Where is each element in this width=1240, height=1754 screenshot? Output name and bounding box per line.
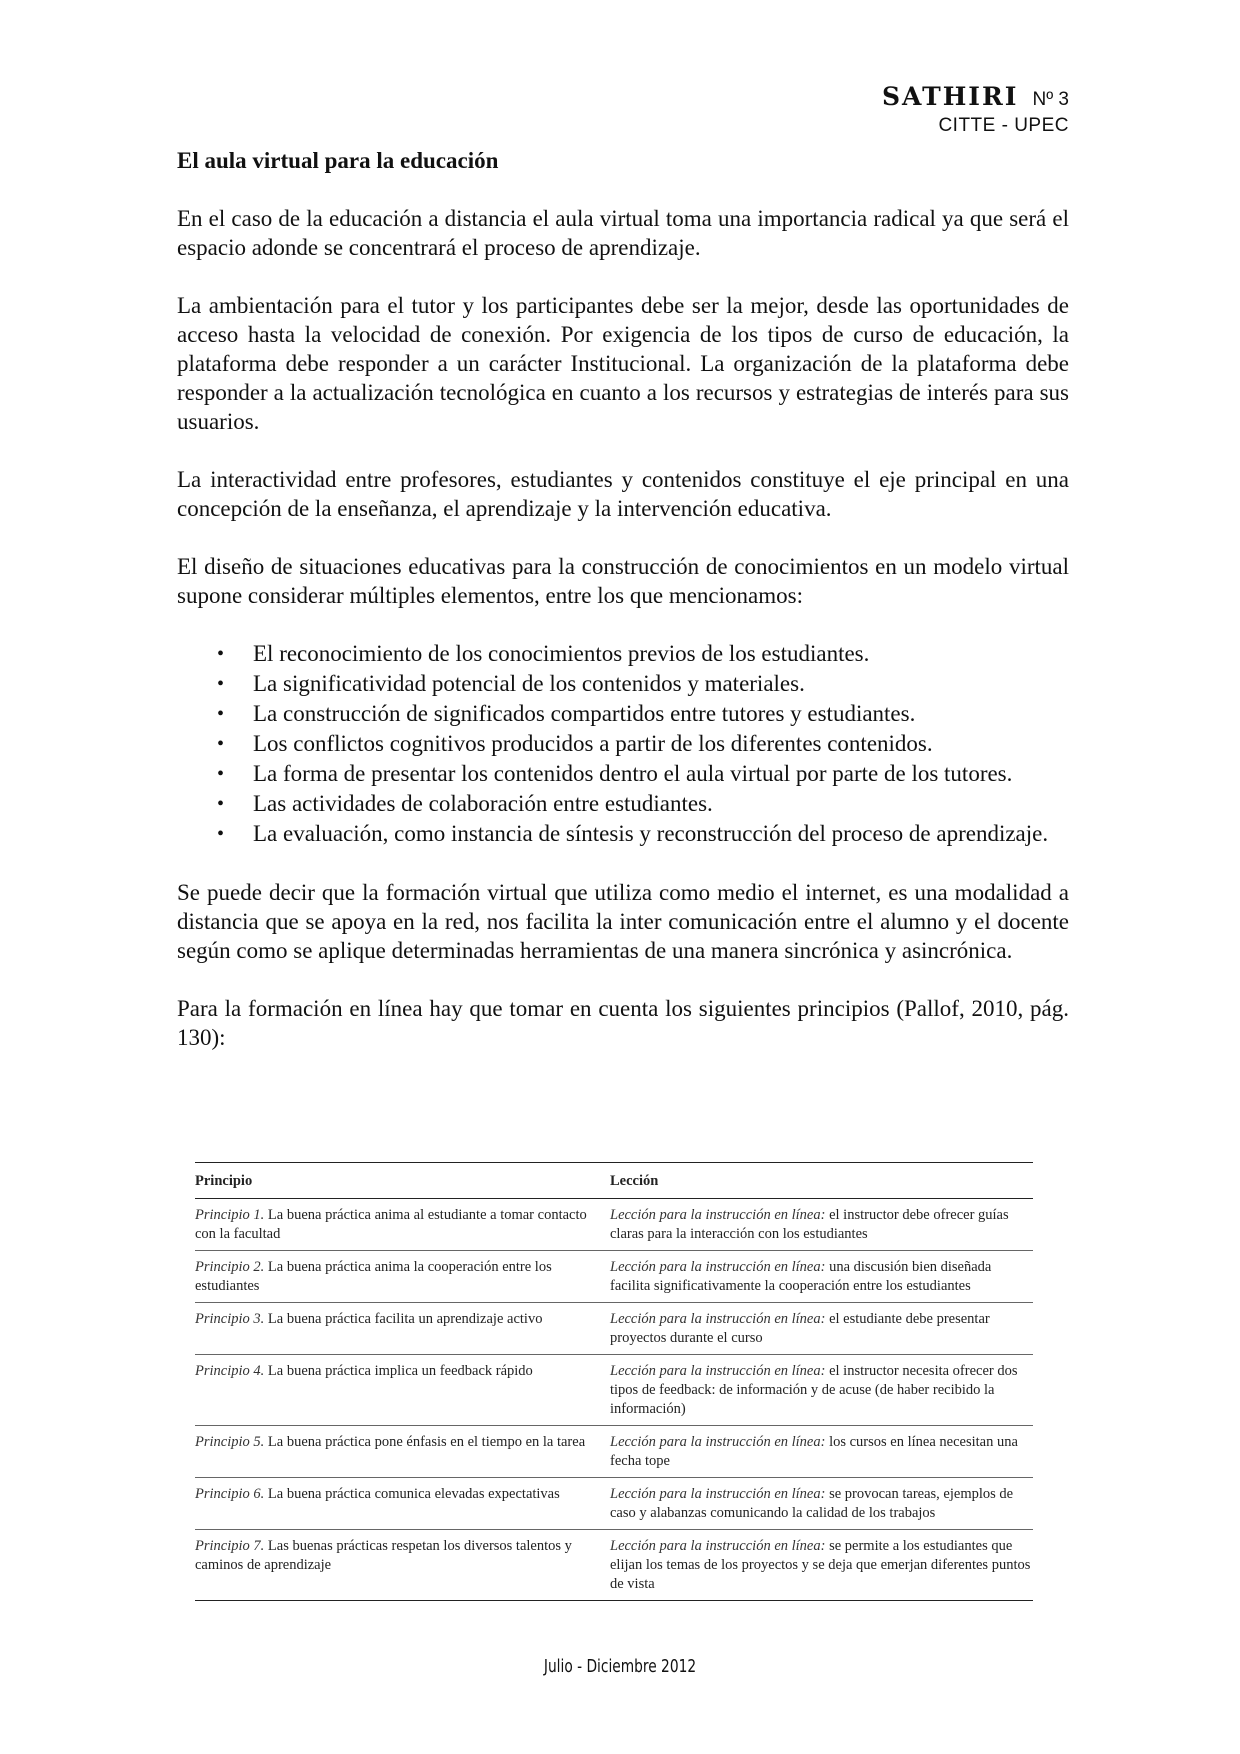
column-header-principle: Principio — [195, 1173, 253, 1189]
bullet-icon: • — [217, 673, 225, 695]
bullet-icon: • — [217, 763, 225, 785]
principle-label: Principio 2. — [195, 1259, 265, 1275]
table-row — [195, 1426, 1033, 1478]
bullet-icon: • — [217, 703, 225, 725]
list-item — [217, 819, 1069, 849]
lesson-label: Lección para la instrucción en línea: — [610, 1486, 826, 1502]
lesson-label: Lección para la instrucción en línea: — [610, 1207, 826, 1223]
principle-cell — [195, 1199, 610, 1250]
list-item — [217, 759, 1069, 789]
bullet-icon: • — [217, 733, 225, 755]
principle-text: La buena práctica facilita un aprendizaje activo — [264, 1311, 543, 1327]
article-body — [177, 146, 1069, 1081]
lesson-cell — [610, 1355, 1033, 1425]
paragraph: La ambientación para el tutor y los participantes debe ser la mejor, desde las oportunidades de acceso hasta la velocidad de conexión. Por exigencia de los tipos de curso de educación, la plataforma debe responder a un carácter Institucional. La organización de la plataforma debe responder a la actualización tecnológica en cuanto a los recursos y estrategias de interés para sus usuarios. — [177, 293, 1069, 434]
lesson-text: una discusión bien diseñada facilita significativamente la cooperación entre los estudiantes — [610, 1259, 992, 1294]
paragraph: Se puede decir que la formación virtual que utiliza como medio el internet, es una modalidad a distancia que se apoya en la red, nos facilita la inter comunicación entre el alumno y el docente según como se aplique determinadas herramientas de una manera sincrónica y asincrónica. — [177, 880, 1069, 963]
principle-cell — [195, 1426, 610, 1477]
lesson-cell — [610, 1251, 1033, 1302]
bullet-icon: • — [217, 643, 225, 665]
lesson-label: Lección para la instrucción en línea: — [610, 1538, 826, 1554]
list-item-text: La construcción de significados compartidos entre tutores y estudiantes. — [253, 701, 916, 726]
principle-cell — [195, 1478, 610, 1529]
bullet-icon: • — [217, 793, 225, 815]
principle-label: Principio 5. — [195, 1434, 265, 1450]
list-item-text: La forma de presentar los contenidos dentro el aula virtual por parte de los tutores. — [253, 761, 1013, 786]
principle-text: La buena práctica pone énfasis en el tiempo en la tarea — [264, 1434, 586, 1450]
paragraph: El diseño de situaciones educativas para la construcción de conocimientos en un modelo virtual supone considerar múltiples elementos, entre los que mencionamos: — [177, 554, 1069, 608]
list-item — [217, 789, 1069, 819]
lesson-text: el instructor necesita ofrecer dos tipos de feedback: de información y de acuse (de haber recibido la información) — [610, 1363, 1018, 1417]
principle-cell — [195, 1251, 610, 1302]
lesson-text: los cursos en línea necesitan una fecha tope — [610, 1434, 1018, 1469]
principles-table — [195, 1162, 1033, 1601]
journal-name: SATHIRI — [882, 82, 1019, 111]
paragraph: Para la formación en línea hay que tomar en cuenta los siguientes principios (Pallof, 2010, pág. 130): — [177, 996, 1069, 1050]
table-row — [195, 1251, 1033, 1303]
principle-label: Principio 7. — [195, 1538, 265, 1554]
list-item-text: La significatividad potencial de los contenidos y materiales. — [253, 671, 805, 696]
table-row — [195, 1199, 1033, 1251]
list-item-text: Las actividades de colaboración entre estudiantes. — [253, 791, 713, 816]
lesson-label: Lección para la instrucción en línea: — [610, 1363, 826, 1379]
lesson-cell — [610, 1199, 1033, 1250]
principle-text: La buena práctica anima al estudiante a tomar contacto con la facultad — [195, 1207, 587, 1242]
lesson-cell — [610, 1530, 1033, 1600]
lesson-text: se provocan tareas, ejemplos de caso y alabanzas comunicando la calidad de los trabajos — [610, 1486, 1014, 1521]
principle-label: Principio 1. — [195, 1207, 265, 1223]
principle-cell — [195, 1303, 610, 1354]
table-header-row — [195, 1163, 1033, 1199]
lesson-label: Lección para la instrucción en línea: — [610, 1434, 826, 1450]
paragraph: En el caso de la educación a distancia el aula virtual toma una importancia radical ya que será el espacio adonde se concentrará el proceso de aprendizaje. — [177, 206, 1069, 260]
elements-list — [177, 639, 1069, 849]
principle-cell — [195, 1355, 610, 1425]
list-item — [217, 639, 1069, 669]
table-row — [195, 1478, 1033, 1530]
lesson-label: Lección para la instrucción en línea: — [610, 1311, 826, 1327]
page-footer: Julio - Diciembre 2012 — [543, 1656, 697, 1677]
paragraph: La interactividad entre profesores, estudiantes y contenidos constituye el eje principal en una concepción de la enseñanza, el aprendizaje y la intervención educativa. — [177, 467, 1069, 521]
lesson-cell — [610, 1478, 1033, 1529]
list-item — [217, 729, 1069, 759]
lesson-cell — [610, 1303, 1033, 1354]
lesson-label: Lección para la instrucción en línea: — [610, 1259, 826, 1275]
list-item-text: Los conflictos cognitivos producidos a partir de los diferentes contenidos. — [253, 731, 933, 756]
section-title: El aula virtual para la educación — [177, 148, 499, 173]
header-line — [882, 82, 1069, 111]
principle-text: La buena práctica anima la cooperación entre los estudiantes — [195, 1259, 552, 1294]
principle-label: Principio 3. — [195, 1311, 265, 1327]
organization: CITTE - UPEC — [938, 115, 1069, 136]
bullet-icon: • — [217, 823, 225, 845]
principle-text: Las buenas prácticas respetan los diversos talentos y caminos de aprendizaje — [195, 1538, 572, 1573]
principle-text: La buena práctica comunica elevadas expectativas — [264, 1486, 560, 1502]
page-header — [882, 82, 1069, 137]
principle-cell — [195, 1530, 610, 1600]
lesson-text: el estudiante debe presentar proyectos durante el curso — [610, 1311, 990, 1346]
column-header-lesson: Lección — [610, 1173, 659, 1189]
list-item-text: El reconocimiento de los conocimientos previos de los estudiantes. — [253, 641, 870, 666]
table-row — [195, 1303, 1033, 1355]
list-item — [217, 669, 1069, 699]
issue-number: Nº 3 — [1032, 89, 1069, 110]
list-item — [217, 699, 1069, 729]
principle-label: Principio 4. — [195, 1363, 265, 1379]
table-row — [195, 1355, 1033, 1426]
principle-label: Principio 6. — [195, 1486, 265, 1502]
lesson-cell — [610, 1426, 1033, 1477]
list-item-text: La evaluación, como instancia de síntesis y reconstrucción del proceso de aprendizaje. — [253, 821, 1049, 846]
lesson-text: se permite a los estudiantes que elijan los temas de los proyectos y se deja que emerjan diferentes puntos de vista — [610, 1538, 1031, 1592]
table-row — [195, 1530, 1033, 1601]
lesson-text: el instructor debe ofrecer guías claras para la interacción con los estudiantes — [610, 1207, 1009, 1242]
principle-text: La buena práctica implica un feedback rápido — [264, 1363, 533, 1379]
